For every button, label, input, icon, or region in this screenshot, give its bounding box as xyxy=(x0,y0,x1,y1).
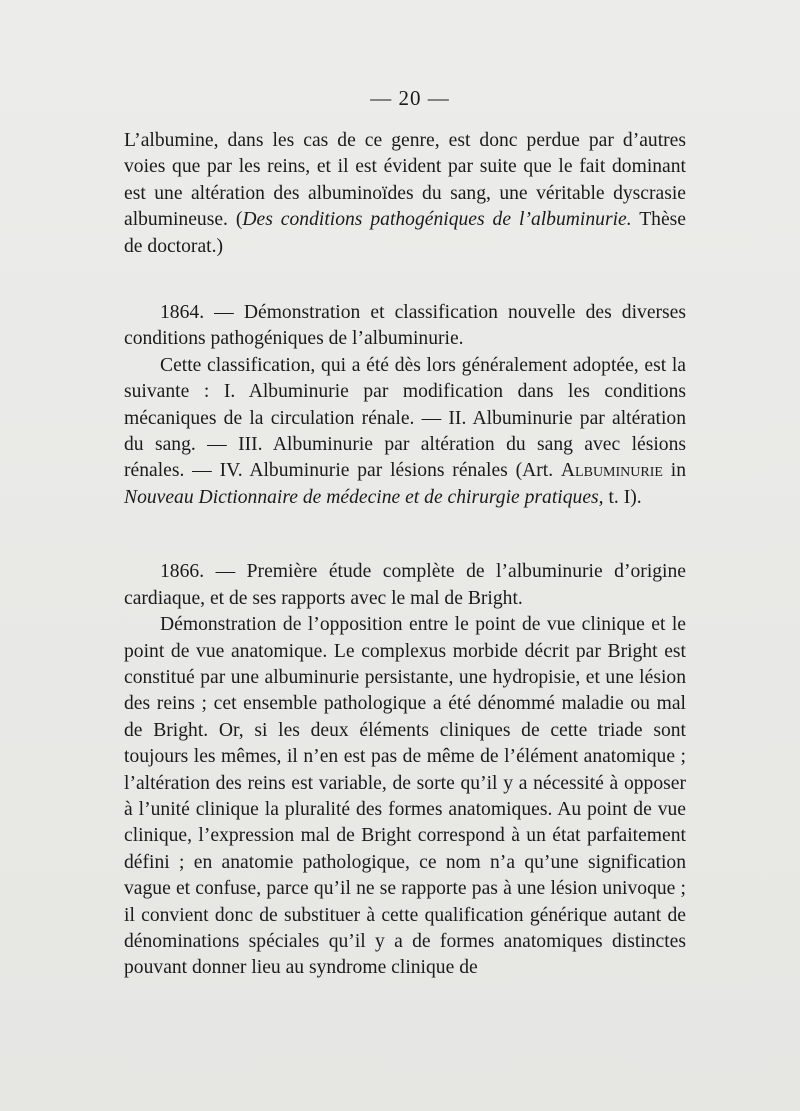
entry-text: — Démonstration et classification nouvelle des diverses conditions pathogéniques de l’albuminurie. xyxy=(124,302,686,350)
entry-year: 1864. xyxy=(160,302,205,324)
thesis-citation: Des conditions pathogéniques de l’albuminurie. xyxy=(242,209,632,231)
in-word: in xyxy=(662,460,686,482)
paragraph-tail: Thèse de doctorat.) xyxy=(124,209,686,257)
entry-text: — Première étude complète de l’albuminurie d’origine cardiaque, et de ses rapports avec le mal de Bright. xyxy=(124,561,686,609)
article-name: Albuminurie xyxy=(560,460,663,482)
entry-year: 1866. xyxy=(160,561,205,583)
paragraph-dyscrasie xyxy=(124,128,686,260)
page-number: — 20 — xyxy=(370,86,450,110)
dictionary-title: Nouveau Dictionnaire de médecine et de chirurgie pratiques, xyxy=(124,486,604,508)
paragraph-classification xyxy=(124,353,686,511)
paragraph-tail: t. I). xyxy=(603,486,642,508)
body-text xyxy=(124,128,686,982)
paragraph-text: Démonstration de l’opposition entre le point de vue clinique et le point de vue anatomique. Le complexus morbide décrit par Bright est constitué par une albuminurie persistante, une hydropisie, et une lésion des reins ; cet ensemble pathologique a été dénommé maladie ou mal de Bright. Or, si les deux éléments cliniques de cette triade sont toujours les mêmes, il n’en est pas de même de l’élément anatomique ; l’altération des reins est variable, de sorte qu’il y a nécessité à opposer à l’unité clinique la pluralité des formes anatomiques. Au point de vue clinique, l’expression mal de Bright correspond à un état parfaitement défini ; en anatomie pathologique, ce nom n’a qu’une signification vague et confuse, parce qu’il ne se rapporte pas à une lésion univoque ; il convient donc de substituer à cette qualification générique autant de dénominations spéciales qu’il y a de formes anatomiques distinctes pouvant donner lieu au syndrome clinique de xyxy=(124,614,686,979)
paragraph-demonstration xyxy=(124,612,686,982)
paragraph-text: L’albumine, dans les cas de ce genre, est donc perdue par d’autres voies que par les reins, et il est évident par suite que le fait dominant est une altération des albuminoïdes du sang, une véritable dyscrasie albumineuse. ( xyxy=(124,130,686,231)
entry-1864 xyxy=(124,300,686,353)
paragraph-text: Cette classification, qui a été dès lors généralement adoptée, est la suivante : I. Albuminurie par modification dans les conditions mécaniques de la circulation rénale. — II. Albuminurie par altération du sang. — III. Albuminurie par altération du sang avec lésions rénales. — IV. Albuminurie par lésions rénales (Art. xyxy=(124,354,686,482)
entry-1866 xyxy=(124,559,686,612)
